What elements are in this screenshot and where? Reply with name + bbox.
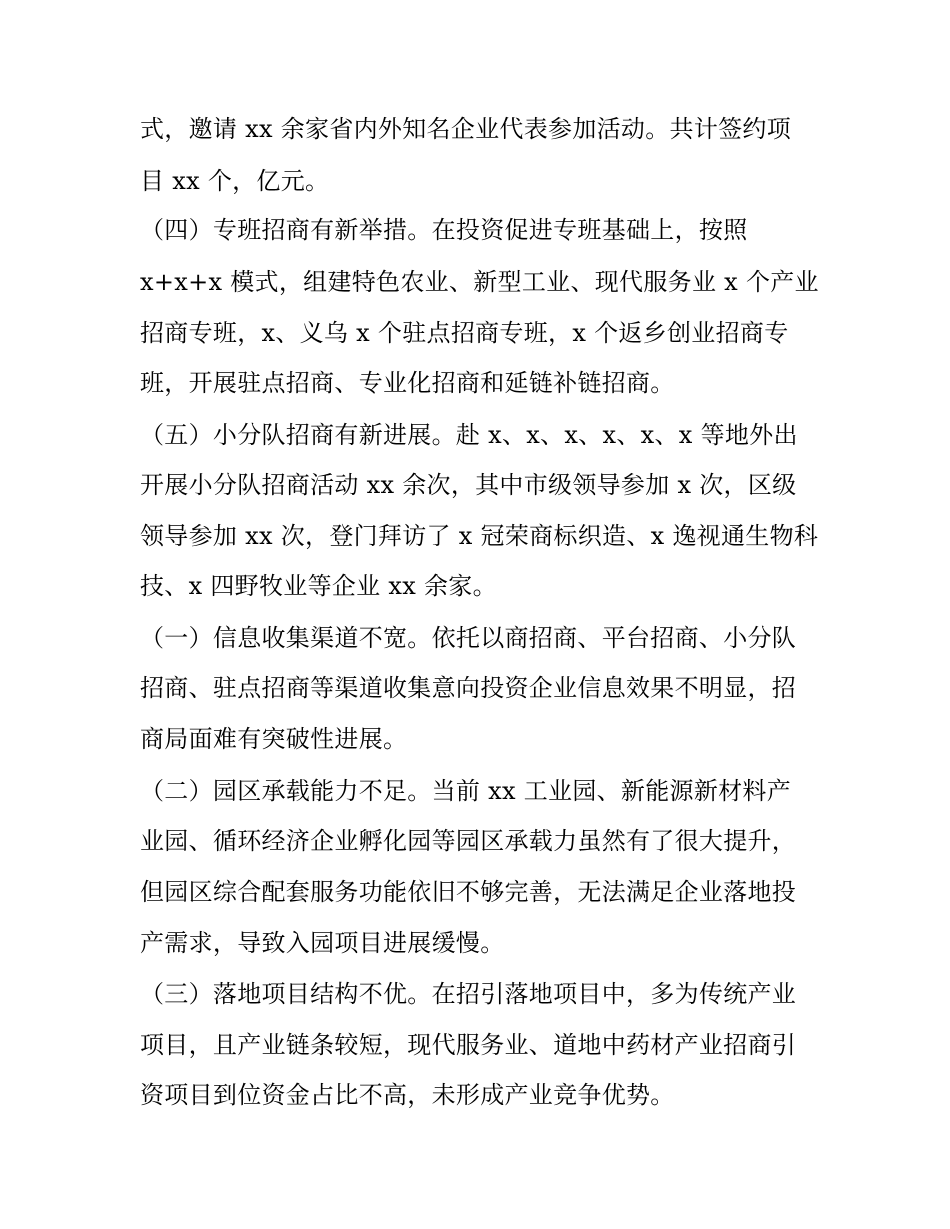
text-line: 领导参加 xx 次，登门拜访了 x 冠荣商标织造、x 逸视通生物科 (140, 522, 819, 550)
text-line: 招商专班，x、义乌 x 个驻点招商专班，x 个返乡创业招商专 (140, 319, 789, 347)
text-line: 开展小分队招商活动 xx 余次，其中市级领导参加 x 次，区级 (140, 471, 797, 499)
text-line: 目 xx 个，亿元。 (140, 167, 330, 195)
text-line: x+x+x 模式，组建特色农业、新型工业、现代服务业 x 个产业 (140, 268, 819, 296)
text-line: 班，开展驻点招商、专业化招商和延链补链招商。 (140, 369, 675, 397)
text-line: 招商、驻点招商等渠道收集意向投资企业信息效果不明显，招 (140, 674, 797, 702)
text-line: （一）信息收集渠道不宽。依托以商招商、平台招商、小分队 (140, 624, 797, 652)
text-line: 资项目到位资金占比不高，未形成产业竞争优势。 (140, 1081, 675, 1109)
text-line: 技、x 四野牧业等企业 xx 余家。 (140, 572, 497, 600)
text-line: 但园区综合配套服务功能依旧不够完善，无法满足企业落地投 (140, 878, 797, 906)
text-line: （三）落地项目结构不优。在招引落地项目中，多为传统产业 (140, 980, 797, 1008)
text-line: （四）专班招商有新举措。在投资促进专班基础上，按照 (140, 216, 748, 244)
text-line: 式，邀请 xx 余家省内外知名企业代表参加活动。共计签约项 (140, 115, 792, 143)
text-line: 商局面难有突破性进展。 (140, 725, 408, 753)
text-line: （五）小分队招商有新进展。赴 x、x、x、x、x、x 等地外出 (140, 421, 798, 449)
text-line: 业园、循环经济企业孵化园等园区承载力虽然有了很大提升， (140, 827, 797, 855)
text-line: （二）园区承载能力不足。当前 xx 工业园、新能源新材料产 (140, 777, 792, 805)
text-line: 项目，且产业链条较短，现代服务业、道地中药材产业招商引 (140, 1031, 797, 1059)
text-line: 产需求，导致入园项目进展缓慢。 (140, 929, 505, 957)
